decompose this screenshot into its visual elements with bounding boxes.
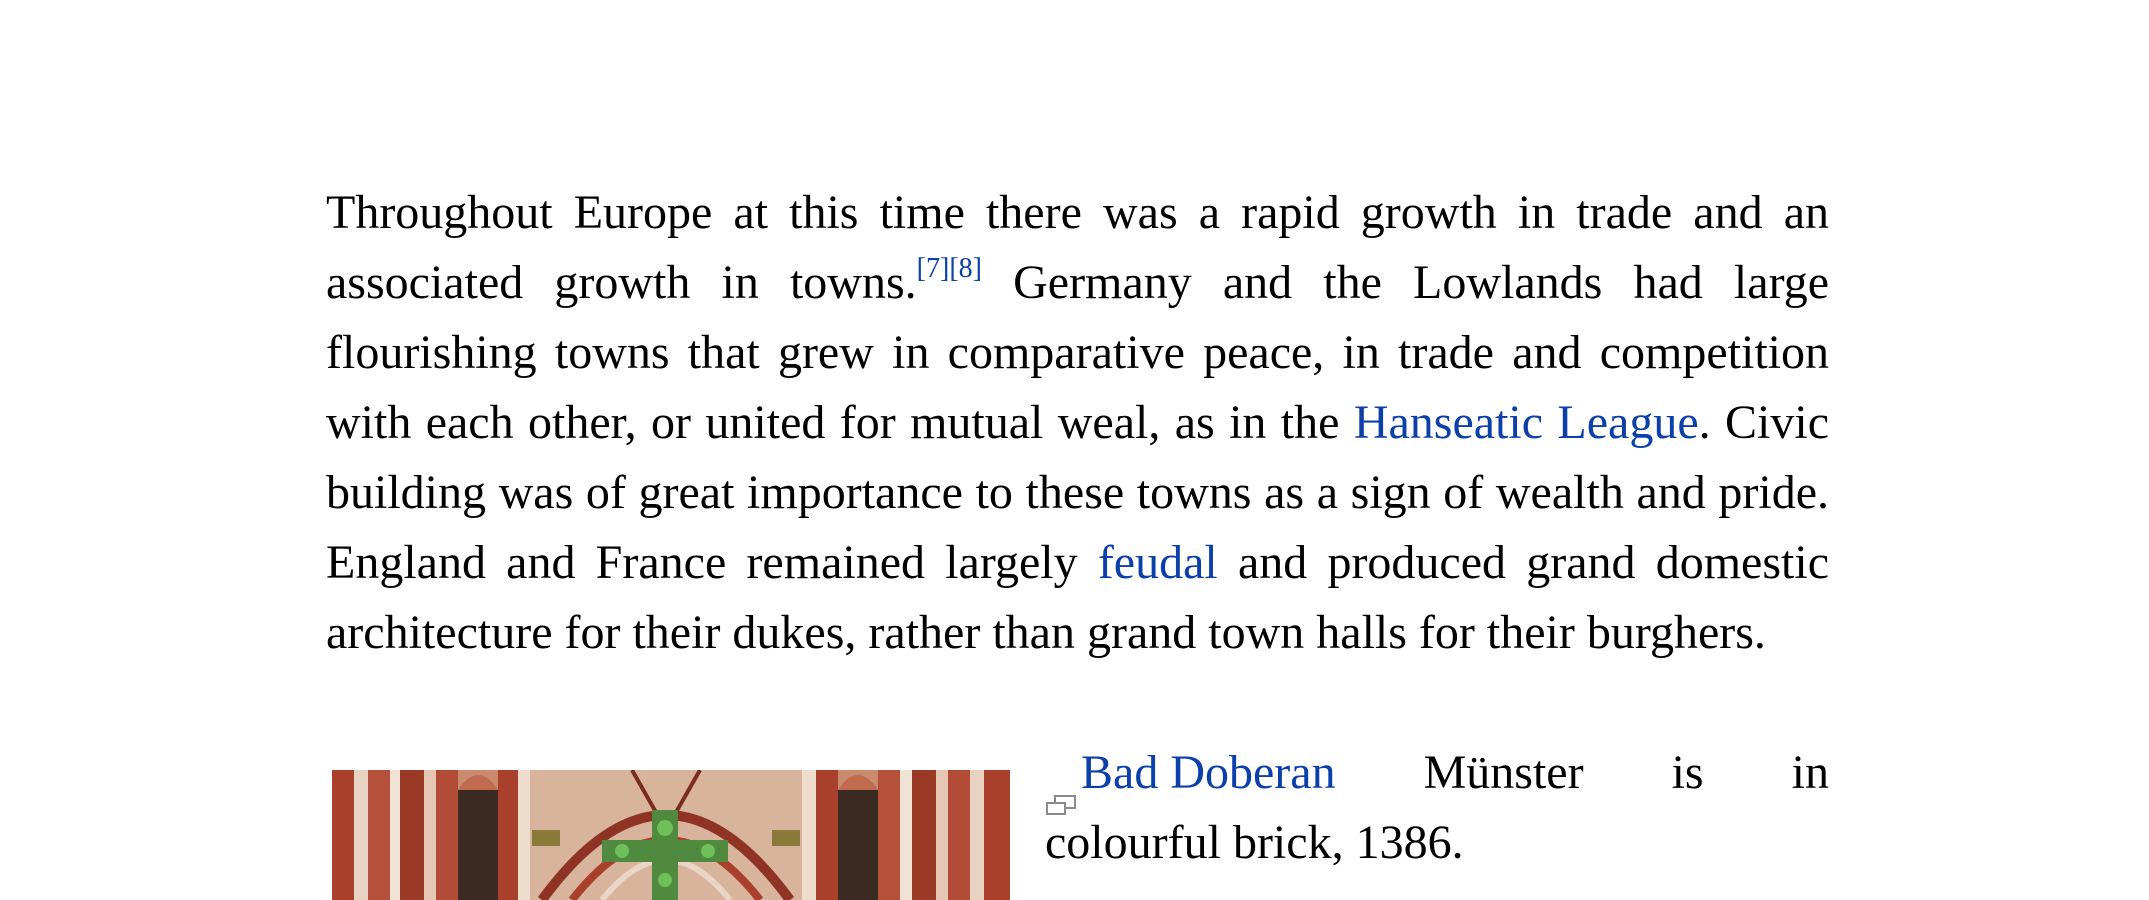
citation-link-7[interactable]: [7] <box>916 253 950 284</box>
hanseatic-league-link[interactable]: Hanseatic League <box>1353 396 1699 449</box>
caption-link-group <box>1045 738 1336 808</box>
caption-word-munster: Münster <box>1423 746 1584 799</box>
enlarge-icon[interactable] <box>1045 766 1079 788</box>
figure-caption <box>1045 738 1829 878</box>
paragraph-text-1: Throughout Europe at this time there was a rapid growth in trade and an associated growth in towns. <box>326 186 1829 309</box>
caption-line-1 <box>1045 738 1829 808</box>
caption-word-is: is <box>1671 746 1704 799</box>
body-paragraph <box>326 178 1829 668</box>
bad-doberan-link[interactable]: Bad Doberan <box>1081 746 1336 799</box>
paragraph-text-3: . Civic building was of great importance to these towns as a sign of wealth and pride. England and France remained largely <box>326 396 1830 589</box>
caption-word-in: in <box>1791 746 1829 799</box>
citation-7[interactable] <box>917 253 950 284</box>
paragraph-text-2: Germany and the Lowlands had large flourishing towns that grew in comparative peace, in trade and competition with each other, or united for mutual weal, as in the <box>326 256 1829 449</box>
cathedral-interior-picture <box>332 770 1010 900</box>
paragraph-text-4: and produced grand domestic architecture for their dukes, rather than grand town halls for their burghers. <box>326 536 1830 659</box>
feudal-link[interactable]: feudal <box>1097 536 1218 589</box>
citation-8[interactable] <box>949 253 982 284</box>
cathedral-interior-image[interactable] <box>332 770 1010 900</box>
caption-line-2: colourful brick, 1386. <box>1045 816 1464 869</box>
citation-link-8[interactable]: [8] <box>949 253 982 284</box>
